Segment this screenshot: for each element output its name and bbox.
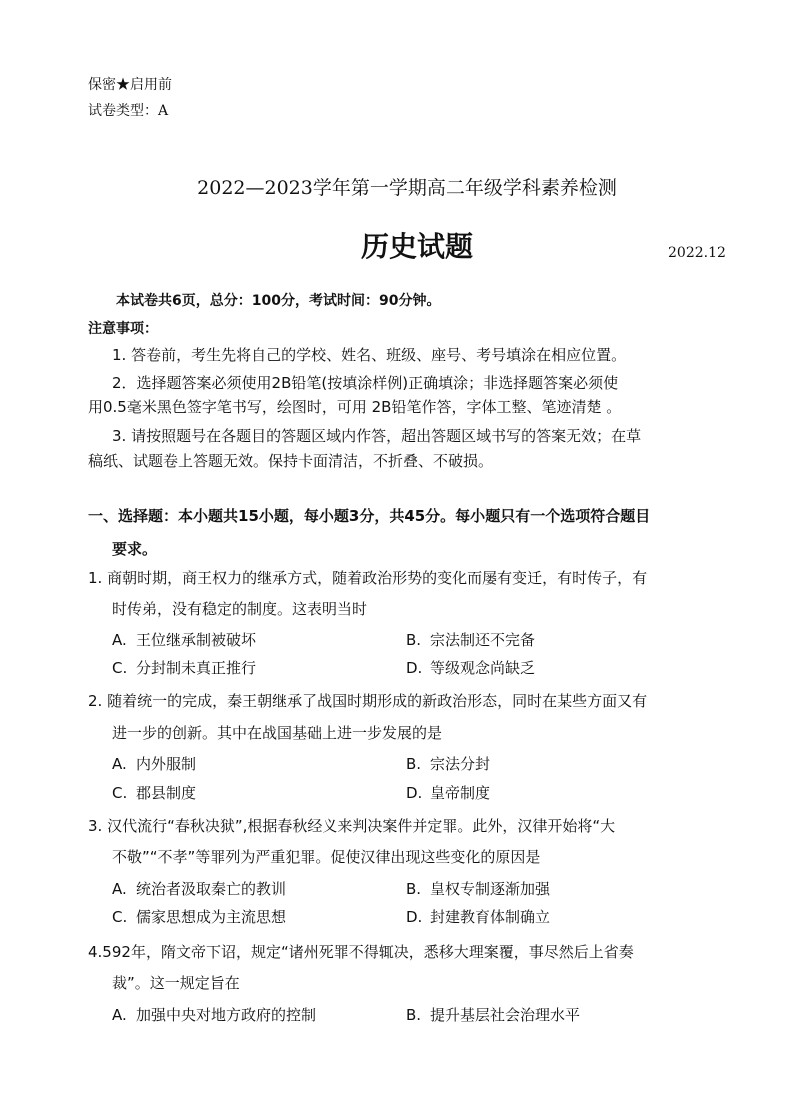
exam-date: 2022.12 <box>668 245 726 261</box>
notice-item-1: 1. 答卷前，考生先将自己的学校、姓名、班级、座号、考号填涂在相应位置。 <box>112 346 627 364</box>
question-4-line-2: 裁”。这一规定旨在 <box>112 974 240 992</box>
exam-summary: 本试卷共6页，总分：100分，考试时间：90分钟。 <box>116 293 441 309</box>
confidential-label: 保密★启用前 <box>88 77 172 93</box>
question-4-line-1: 4.592年，隋文帝下诏，规定“诸州死罪不得辄决，悉移大理案覆，事尽然后上省奏 <box>88 943 634 961</box>
notice-item-3-line-1: 3. 请按照题号在各题目的答题区域内作答，超出答题区域书写的答案无效；在草 <box>112 427 642 445</box>
question-3-line-2: 不敬”“不孝”等罪列为严重犯罪。促使汉律出现这些变化的原因是 <box>112 848 541 866</box>
question-2-option-d: D. 皇帝制度 <box>406 784 491 802</box>
question-1-option-a: A. 王位继承制被破坏 <box>112 631 257 649</box>
exam-title: 2022—2023学年第一学期高二年级学科素养检测 <box>197 177 617 199</box>
question-2-option-b: B. 宗法分封 <box>406 755 491 773</box>
question-3-option-d: D. 封建教育体制确立 <box>406 908 551 926</box>
question-2-option-a: A. 内外服制 <box>112 755 197 773</box>
question-3-option-b: B. 皇权专制逐渐加强 <box>406 880 551 898</box>
notice-item-2-line-2: 用0.5毫米黑色签字笔书写，绘图时，可用 2B铅笔作答，字体工整、笔迹清楚 。 <box>88 398 622 416</box>
question-4-option-b: B. 提升基层社会治理水平 <box>406 1006 581 1024</box>
question-3-option-c: C. 儒家思想成为主流思想 <box>112 908 287 926</box>
section-1-heading-line-2: 要求。 <box>112 540 158 558</box>
notice-item-3-line-2: 稿纸、试题卷上答题无效。保持卡面清洁，不折叠、不破损。 <box>88 452 494 470</box>
question-3-option-a: A. 统治者汲取秦亡的教训 <box>112 880 287 898</box>
question-2-line-2: 进一步的创新。其中在战国基础上进一步发展的是 <box>112 724 443 742</box>
question-3-line-1: 3. 汉代流行“春秋决狱”,根据春秋经义来判决案件并定罪。此外，汉律开始将“大 <box>88 817 616 835</box>
subject-title: 历史试题 <box>360 230 473 263</box>
question-2-option-c: C. 郡县制度 <box>112 784 197 802</box>
question-1-line-2: 时传弟，没有稳定的制度。这表明当时 <box>112 600 368 618</box>
question-1-line-1: 1. 商朝时期，商王权力的继承方式，随着政治形势的变化而屡有变迁，有时传子，有 <box>88 569 648 587</box>
question-2-line-1: 2. 随着统一的完成，秦王朝继承了战国时期形成的新政治形态，同时在某些方面又有 <box>88 692 648 710</box>
question-1-option-c: C. 分封制未真正推行 <box>112 659 257 677</box>
paper-type-label: 试卷类型：A <box>88 103 169 119</box>
question-4-option-a: A. 加强中央对地方政府的控制 <box>112 1006 317 1024</box>
notice-heading: 注意事项： <box>88 321 158 337</box>
question-1-option-b: B. 宗法制还不完备 <box>406 631 536 649</box>
notice-item-2-line-1: 2．选择题答案必须使用2B铅笔(按填涂样例)正确填涂；非选择题答案必须使 <box>112 374 619 392</box>
question-1-option-d: D. 等级观念尚缺乏 <box>406 659 536 677</box>
section-1-heading-line-1: 一、选择题：本小题共15小题，每小题3分，共45分。每小题只有一个选项符合题目 <box>88 507 651 525</box>
